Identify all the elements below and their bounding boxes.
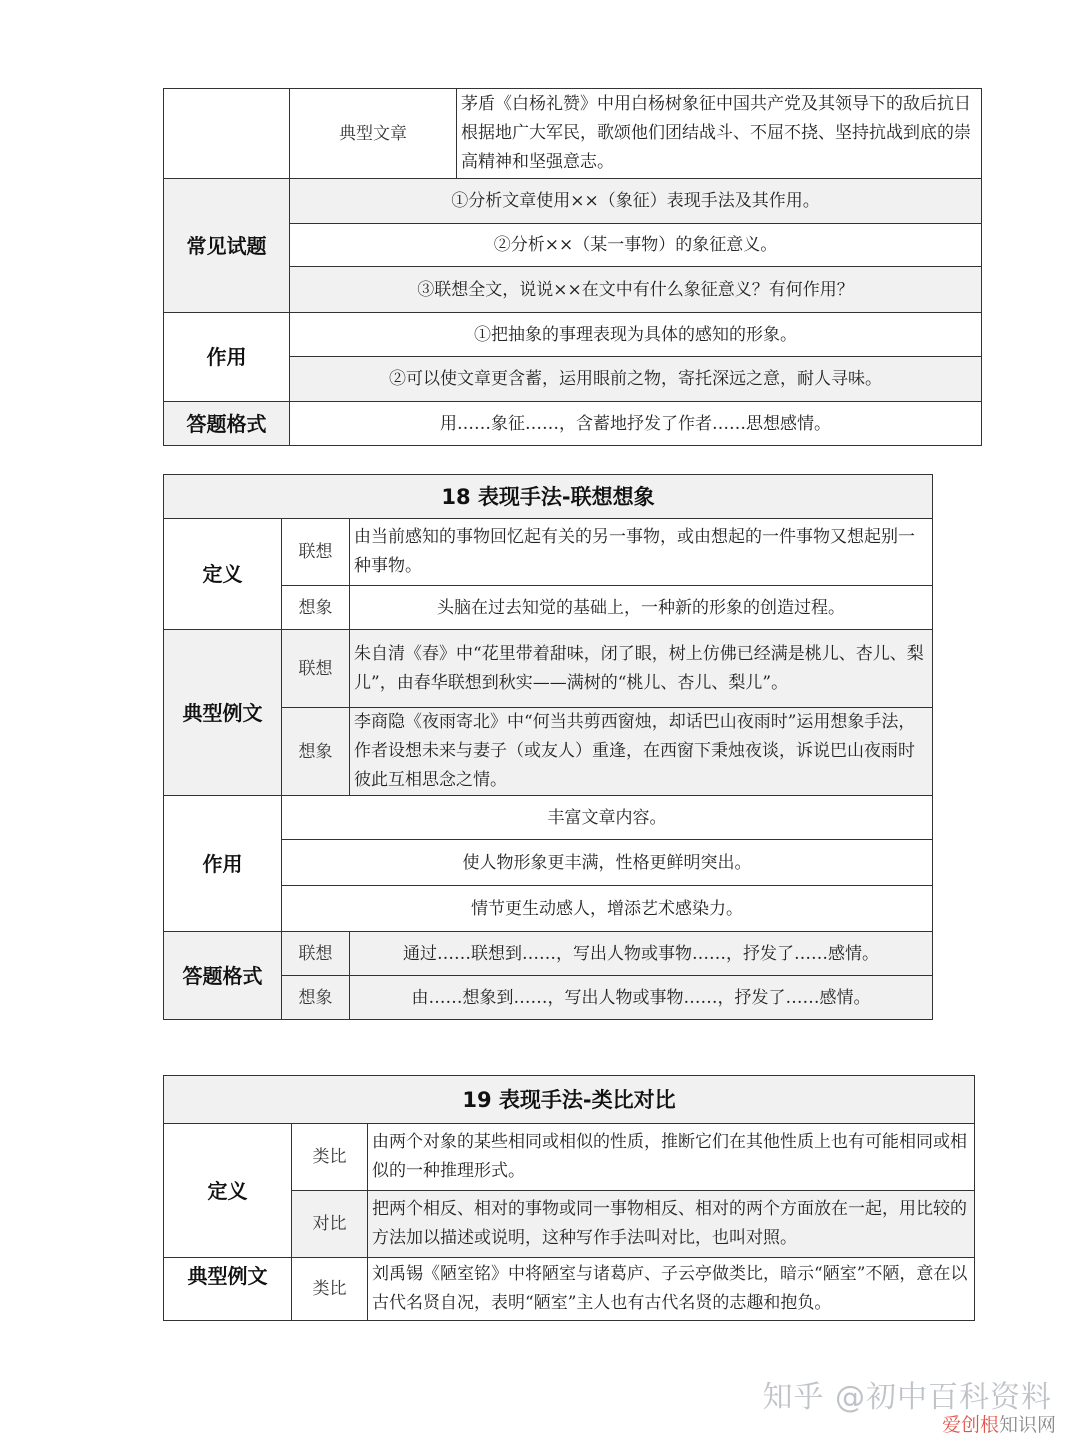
- definition-label: 定义: [164, 519, 282, 630]
- answer-label: 答题格式: [164, 402, 290, 446]
- question-2: ②分析××（某一事物）的象征意义。: [290, 224, 982, 267]
- ex-imag-text: 李商隐《夜雨寄北》中“何当共剪西窗烛，却话巴山夜雨时”运用想象手法，作者设想未来与妻子（或友人）重逢，在西窗下秉烛夜谈，诉说巴山夜雨时彼此互相思念之情。: [350, 708, 933, 796]
- analogy-contrast-table: [163, 1075, 975, 1321]
- site-watermark: [942, 1410, 1056, 1437]
- def-imag-label: 想象: [282, 586, 350, 630]
- def-assoc-text: 由当前感知的事物回忆起有关的另一事物，或由想起的一件事物又想起别一种事物。: [350, 519, 933, 586]
- site-watermark-b: 知识网: [998, 1414, 1056, 1436]
- example-label: 典型文章: [290, 89, 457, 179]
- effect-2: 使人物形象更丰满，性格更鲜明突出。: [282, 840, 933, 886]
- empty-cell: [164, 89, 290, 179]
- effect-label: 作用: [164, 313, 290, 402]
- effect-2: ②可以使文章更含蓄，运用眼前之物，寄托深远之意，耐人寻味。: [290, 357, 982, 402]
- answer-format: 用……象征……，含蓄地抒发了作者……思想感情。: [290, 402, 982, 446]
- effect-1: ①把抽象的事理表现为具体的感知的形象。: [290, 313, 982, 357]
- ans-imag-label: 想象: [282, 976, 350, 1020]
- zhihu-watermark: 知乎 @初中百科资料: [762, 1380, 1052, 1415]
- table-title: 18 表现手法-联想想象: [164, 475, 933, 519]
- ex-analogy-text: 刘禹锡《陋室铭》中将陋室与诸葛庐、子云亭做类比，暗示“陋室”不陋，意在以古代名贤自况，表明“陋室”主人也有古代名贤的志趣和抱负。: [368, 1258, 975, 1321]
- ex-assoc-text: 朱自清《春》中“花里带着甜味，闭了眼，树上仿佛已经满是桃儿、杏儿、梨儿”，由春华联想到秋实——满树的“桃儿、杏儿、梨儿”。: [350, 630, 933, 708]
- ex-imag-label: 想象: [282, 708, 350, 796]
- ans-imag-text: 由……想象到……，写出人物或事物……，抒发了……感情。: [350, 976, 933, 1020]
- symbolism-table: [163, 88, 982, 446]
- definition-label: 定义: [164, 1124, 292, 1258]
- effect-3: 情节更生动感人，增添艺术感染力。: [282, 886, 933, 932]
- ans-assoc-label: 联想: [282, 932, 350, 976]
- answer-label: 答题格式: [164, 932, 282, 1020]
- ans-assoc-text: 通过……联想到……，写出人物或事物……，抒发了……感情。: [350, 932, 933, 976]
- ex-assoc-label: 联想: [282, 630, 350, 708]
- table-title: 19 表现手法-类比对比: [164, 1076, 975, 1124]
- question-1: ①分析文章使用××（象征）表现手法及其作用。: [290, 179, 982, 224]
- def-contrast-text: 把两个相反、相对的事物或同一事物相反、相对的两个方面放在一起，用比较的方法加以描述或说明，这种写作手法叫对比，也叫对照。: [368, 1191, 975, 1258]
- effect-label: 作用: [164, 796, 282, 932]
- association-imagination-table: [163, 474, 933, 1020]
- def-imag-text: 头脑在过去知觉的基础上，一种新的形象的创造过程。: [350, 586, 933, 630]
- site-watermark-a: 爱创根: [941, 1414, 999, 1436]
- def-contrast-label: 对比: [292, 1191, 368, 1258]
- example-text: 茅盾《白杨礼赞》中用白杨树象征中国共产党及其领导下的敌后抗日根据地广大军民，歌颂他们团结战斗、不屈不挠、坚持抗战到底的崇高精神和坚强意志。: [457, 89, 982, 179]
- def-assoc-label: 联想: [282, 519, 350, 586]
- example-label: 典型例文: [164, 630, 282, 796]
- questions-label: 常见试题: [164, 179, 290, 313]
- example-label: 典型例文: [164, 1258, 292, 1321]
- ex-analogy-label: 类比: [292, 1258, 368, 1321]
- question-3: ③联想全文，说说××在文中有什么象征意义？有何作用？: [290, 267, 982, 313]
- def-analogy-label: 类比: [292, 1124, 368, 1191]
- def-analogy-text: 由两个对象的某些相同或相似的性质，推断它们在其他性质上也有可能相同或相似的一种推理形式。: [368, 1124, 975, 1191]
- effect-1: 丰富文章内容。: [282, 796, 933, 840]
